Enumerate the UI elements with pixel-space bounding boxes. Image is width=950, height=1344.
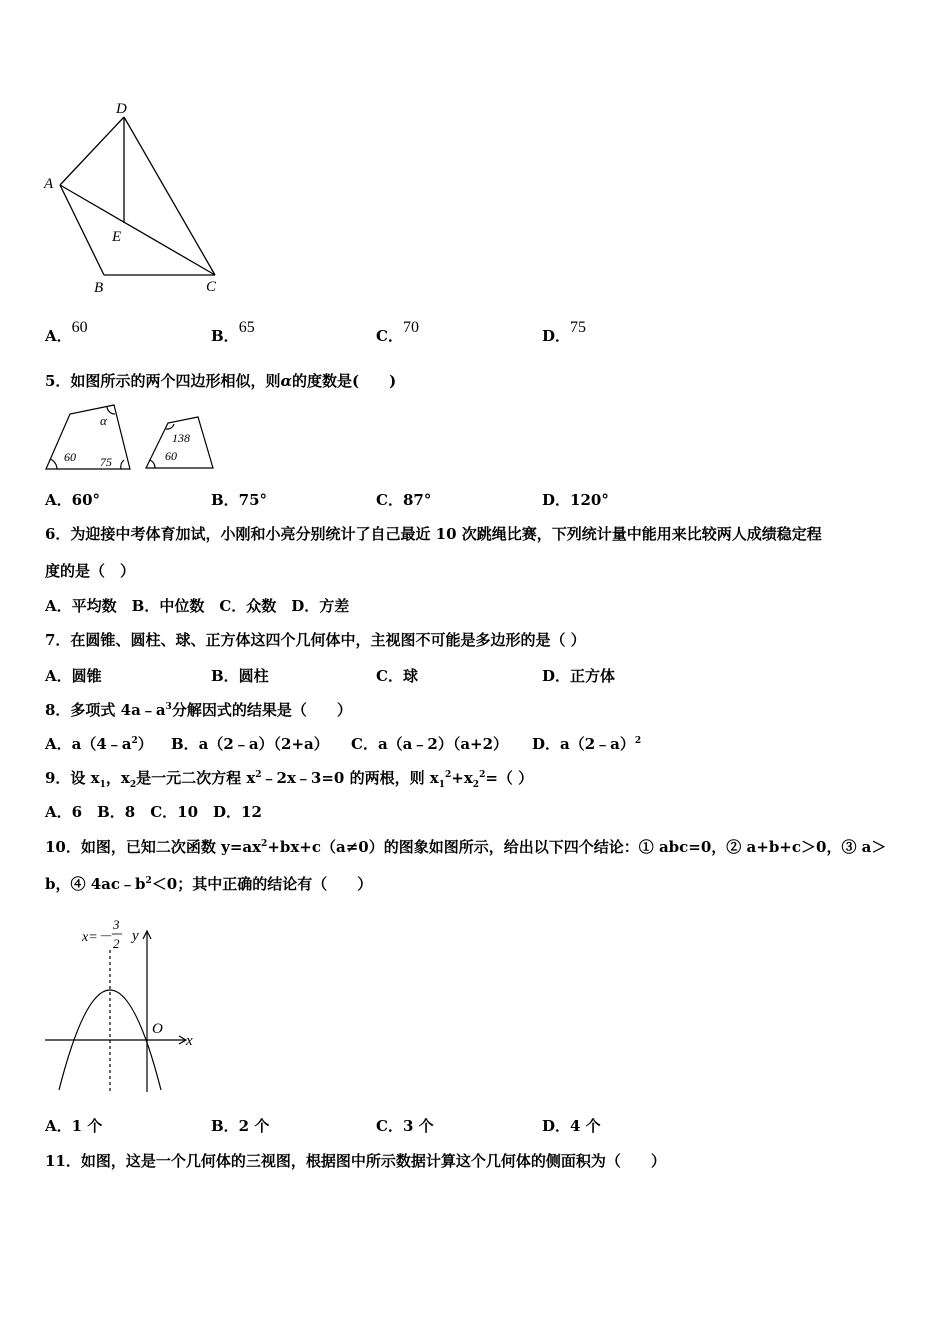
q5-stem [45, 370, 396, 391]
q9-text-3: 是一元二次方程 x [136, 769, 256, 787]
q5-alpha: α [280, 372, 292, 390]
vertex-label-a: A [44, 176, 54, 192]
q7-stem: 7．在圆锥、圆柱、球、正方体这四个几何体中，主视图不可能是多边形的是（ ） [45, 631, 586, 649]
q5-fig2-angle-138: 138 [172, 431, 190, 445]
q9-sub-4: 2 [472, 780, 480, 790]
q5-fig1-angle-75: 75 [100, 455, 112, 469]
q8-option-a[interactable] [45, 733, 153, 754]
origin-label: O [152, 1021, 163, 1037]
vertex-label-c: C [206, 279, 217, 295]
q4-option-b-value: 65 [238, 319, 255, 336]
q8-option-d-exponent: 2 [634, 736, 642, 746]
q11-stem: 11．如图，这是一个几何体的三视图，根据图中所示数据计算这个几何体的侧面积为（ ） [45, 1152, 666, 1170]
q9-sub-2: 2 [129, 780, 137, 790]
q7-option-b[interactable]: B．圆柱 [211, 667, 269, 685]
q4-option-d-value: 75 [570, 319, 587, 336]
q5-option-d[interactable]: D．120° [542, 491, 609, 509]
fraction-denominator: 2 [113, 936, 120, 951]
q10-stem-line1 [45, 836, 886, 857]
q9-sub-3: 1 [438, 780, 446, 790]
q9-options[interactable]: A．6 B．8 C．10 D．12 [45, 803, 262, 821]
q5-stem-text-b: 的度数是( ) [292, 372, 397, 390]
q5-fig1-angle-alpha: α [100, 413, 107, 428]
vertex-label-d: D [116, 101, 127, 117]
q9-sup-1: 2 [255, 770, 262, 780]
q8-option-a-text: A．a（4﹣a [45, 735, 132, 753]
x-axis-label: x [186, 1033, 193, 1049]
q9-text-6: =（ ） [485, 769, 534, 787]
q5-fig1-angle-60: 60 [64, 450, 76, 464]
q7-option-c[interactable]: C．球 [376, 667, 418, 685]
q4-option-c-value: 70 [402, 319, 419, 336]
q9-text-5: +x [451, 769, 473, 787]
parabola-graph [40, 910, 210, 1095]
q8-stem-text-a: 8．多项式 4a﹣a [45, 701, 166, 719]
q9-text-2: ，x [105, 769, 130, 787]
q4-option-a-value: 60 [71, 319, 88, 336]
vertex-label-e: E [112, 229, 122, 245]
q8-option-d-text: D．a（2﹣a） [532, 735, 635, 753]
quadrilateral-figure [40, 95, 240, 300]
vertex-label-b: B [94, 280, 104, 296]
q10-option-d[interactable]: D．4 个 [542, 1117, 601, 1135]
q10-line2-exponent: 2 [145, 876, 152, 886]
q4-option-c[interactable] [376, 319, 419, 346]
y-axis-label: y [132, 928, 139, 944]
q5-option-c[interactable]: C．87° [376, 491, 432, 509]
q9-text-1: 9．设 x [45, 769, 100, 787]
q10-option-a[interactable]: A．1 个 [45, 1117, 103, 1135]
q4-option-d-letter: D． [542, 327, 571, 345]
q5-stem-text-a: 5．如图所示的两个四边形相似，则 [45, 372, 281, 390]
q10-line2-text-b: ＜0；其中正确的结论有（ ） [151, 875, 373, 893]
q5-option-a[interactable]: A．60° [45, 491, 101, 509]
q9-sup-2: 2 [445, 770, 452, 780]
q6-stem-line1: 6．为迎接中考体育加试，小刚和小亮分别统计了自己最近 10 次跳绳比赛，下列统计量中能用来比较两人成绩稳定程 [45, 525, 822, 543]
q6-stem-line2: 度的是（ ） [45, 562, 136, 580]
q10-line2-text-a: b，④ 4ac﹣b [45, 875, 146, 893]
q8-stem-exponent: 3 [165, 702, 172, 712]
q5-option-b[interactable]: B．75° [211, 491, 268, 509]
q9-sup-3: 2 [479, 770, 486, 780]
q9-stem [45, 767, 533, 788]
q7-option-a[interactable]: A．圆锥 [45, 667, 102, 685]
q4-option-c-letter: C． [376, 327, 403, 345]
q4-option-a[interactable] [45, 319, 88, 346]
q10-line1-text-a: 10．如图，已知二次函数 y=ax [45, 838, 262, 856]
q10-option-c[interactable]: C．3 个 [376, 1117, 434, 1135]
q10-line1-text-b: +bx+c（a≠0）的图象如图所示，给出以下四个结论：① abc=0，② a+b+c＞0，③ a＞ [267, 838, 887, 856]
q4-option-a-letter: A． [45, 327, 72, 345]
q8-stem-text-b: 分解因式的结果是（ ） [171, 701, 352, 719]
q8-stem [45, 699, 352, 720]
q9-text-4: ﹣2x﹣3=0 的两根，则 x [261, 769, 439, 787]
q10-line1-exponent: 2 [261, 839, 268, 849]
q6-options[interactable]: A．平均数 B．中位数 C．众数 D．方差 [45, 597, 350, 615]
q5-fig2-angle-60: 60 [165, 449, 177, 463]
q4-option-d[interactable] [542, 319, 587, 346]
q4-option-b-letter: B． [211, 327, 239, 345]
q4-option-b[interactable] [211, 319, 255, 346]
axis-of-symmetry-label: x=－ [82, 930, 112, 945]
similar-quadrilaterals-figure [44, 402, 224, 474]
q10-option-b[interactable]: B．2 个 [211, 1117, 270, 1135]
fraction-numerator: 3 [113, 917, 120, 932]
q8-option-b[interactable]: B．a（2﹣a）（2+a） [171, 735, 329, 753]
q8-option-c[interactable]: C．a（a﹣2）（a+2） [351, 735, 509, 753]
q7-option-d[interactable]: D．正方体 [542, 667, 616, 685]
q8-option-a-close: ） [137, 735, 153, 753]
q9-sub-1: 1 [99, 780, 106, 790]
q8-option-a-exponent: 2 [131, 736, 138, 746]
q10-stem-line2 [45, 873, 372, 894]
q8-option-d[interactable] [532, 733, 641, 754]
